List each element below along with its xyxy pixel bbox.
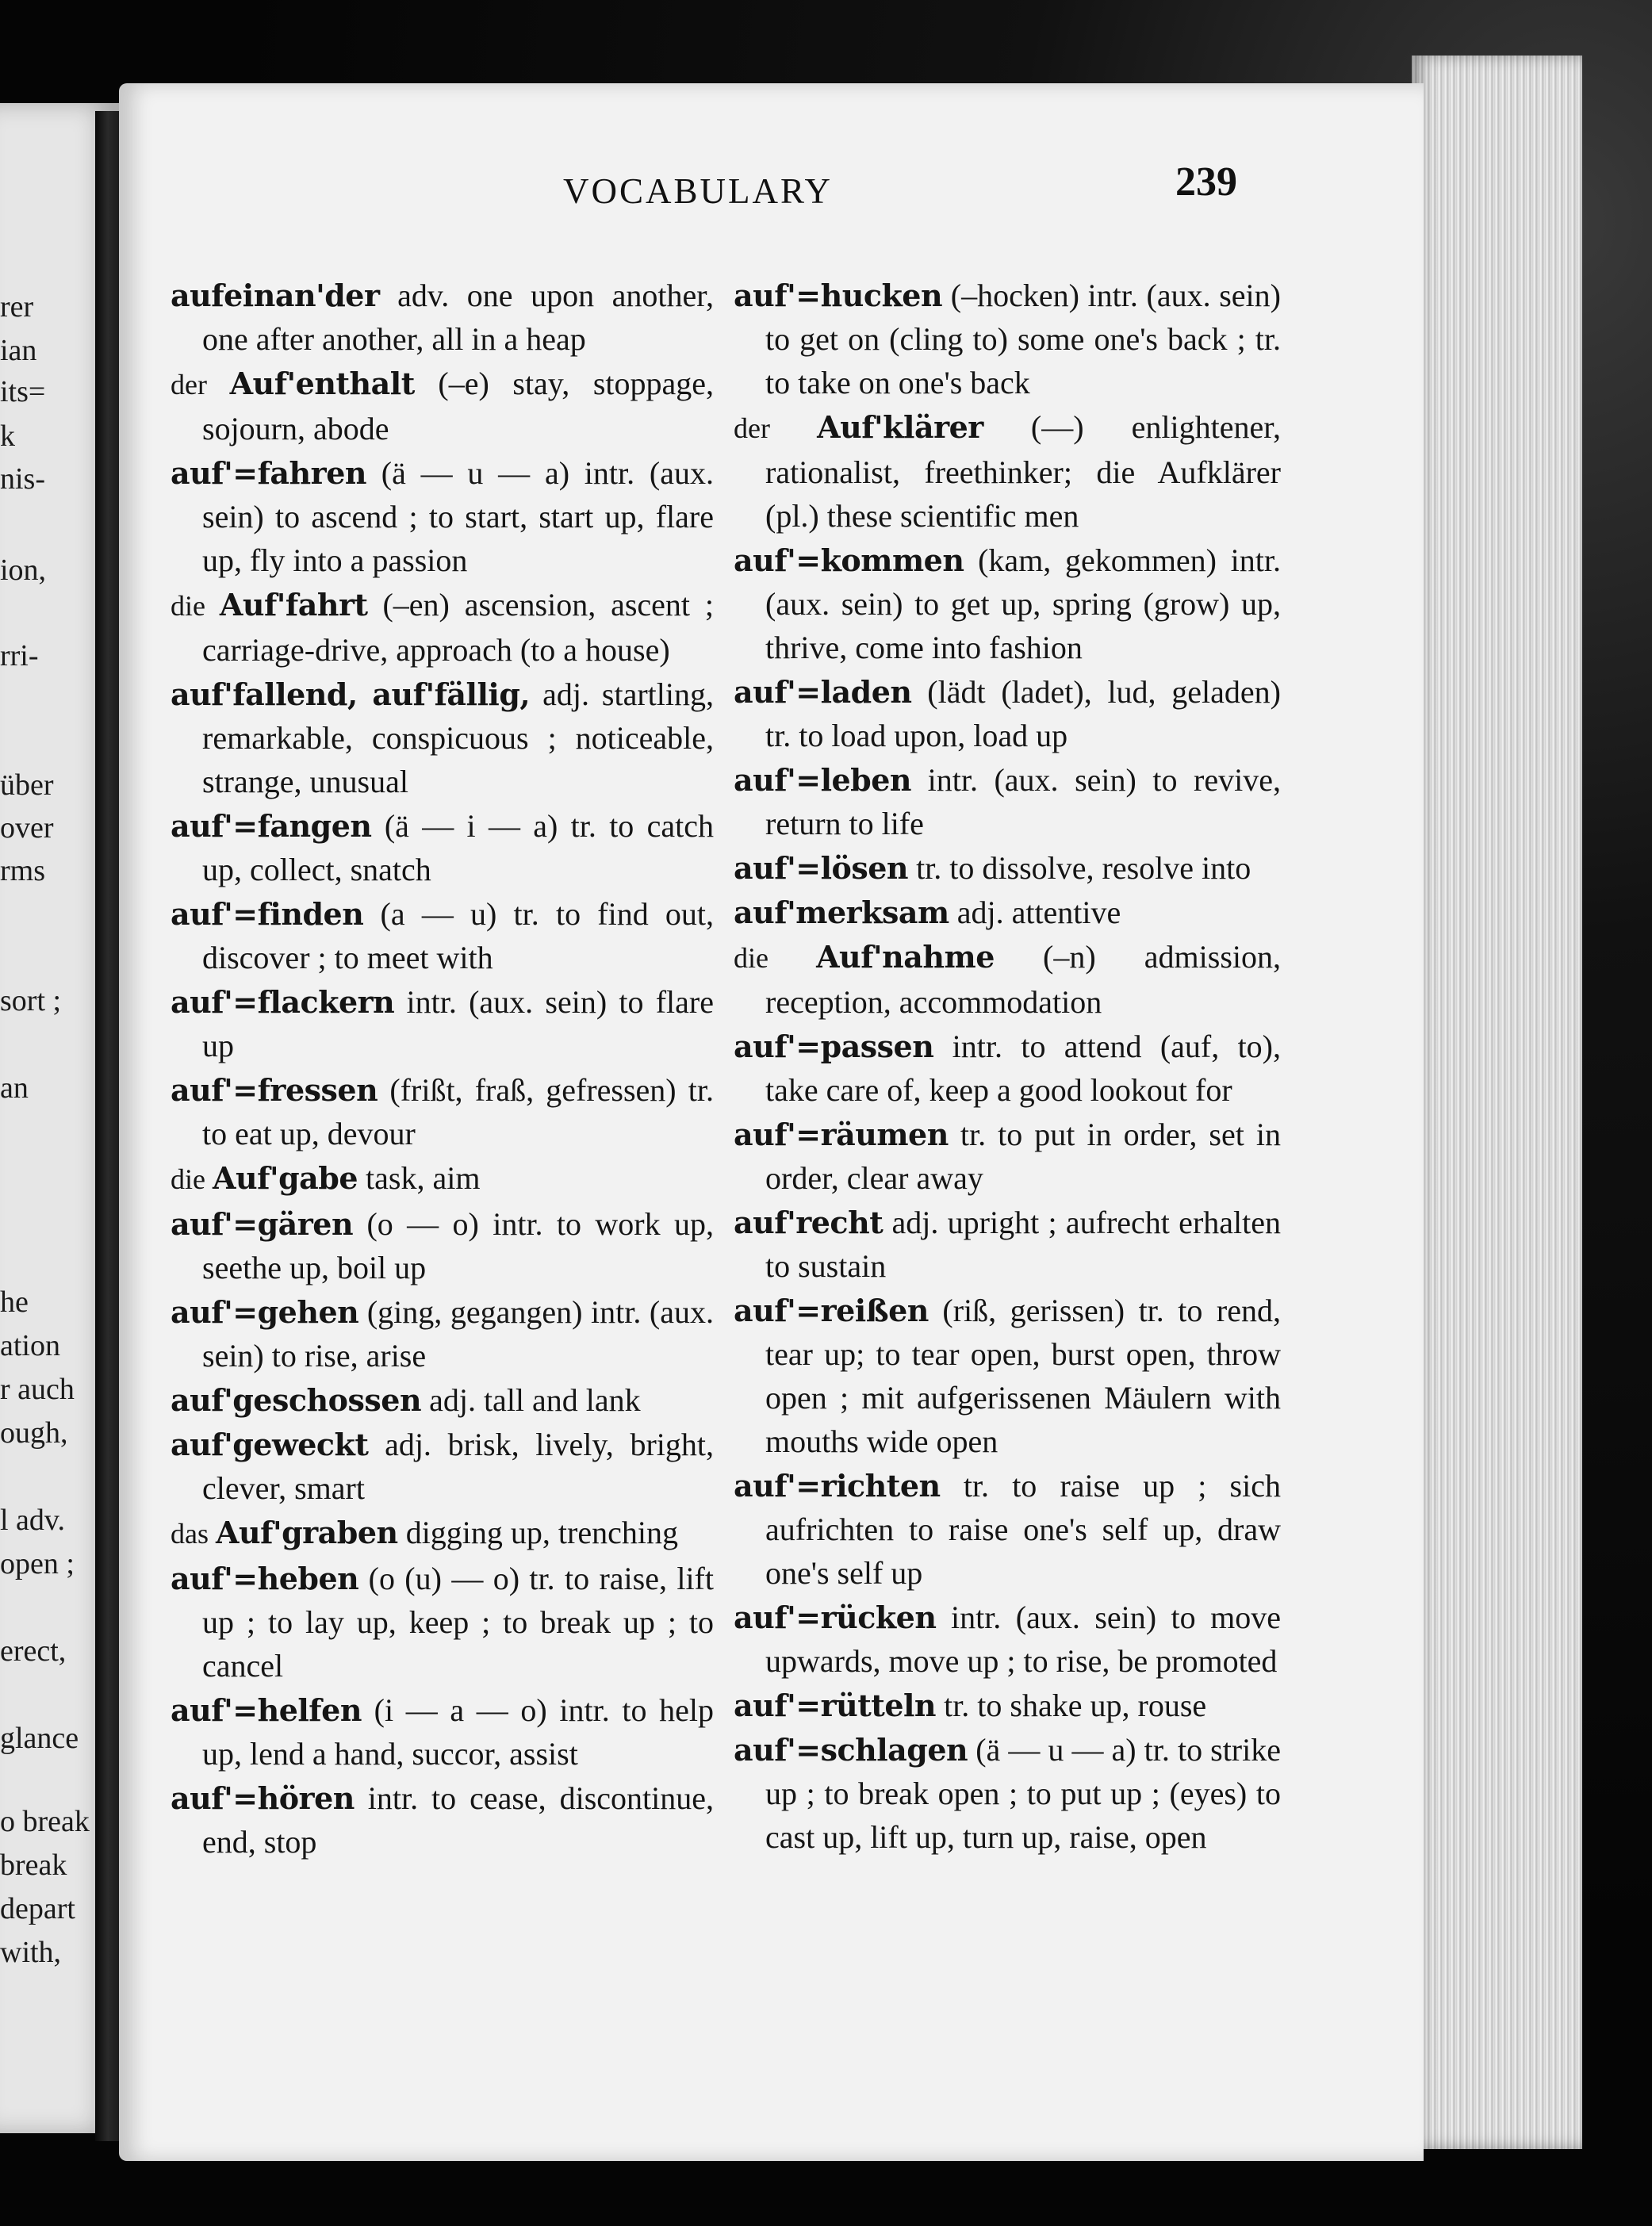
entry-definition: (riß, gerissen) tr. to rend, tear up; to tear open, burst open, throw open ; mit aufgerissenen Mäulern with mouths wide open (765, 1293, 1281, 1459)
left-page-text-fragment: ian (0, 334, 37, 367)
entry-definition: (frißt, fraß, gefressen) tr. to eat up, devour (202, 1072, 714, 1151)
entry-definition: intr. to cease, discontinue, end, stop (202, 1780, 714, 1860)
left-page-text-fragment: sort ; (0, 984, 62, 1017)
entry-headword: auf'=kommen (734, 542, 964, 578)
entry-headword: auf'geweckt (171, 1427, 369, 1462)
entry-definition: tr. to dissolve, resolve into (908, 850, 1251, 886)
vocabulary-entry (171, 1202, 714, 1289)
vocabulary-entry (734, 846, 1281, 890)
entry-definition: task, aim (358, 1160, 481, 1196)
left-page-text-fragment: ough, (0, 1416, 68, 1450)
left-column (171, 274, 714, 1864)
entry-definition: adj. attentive (949, 895, 1121, 930)
vocabulary-entry (734, 1596, 1281, 1683)
left-page-text-fragment: o break (0, 1805, 90, 1838)
left-page-text-fragment: break (0, 1849, 67, 1882)
entry-headword: auf'=richten (734, 1468, 941, 1504)
left-page-text-fragment: k (0, 420, 15, 453)
entry-definition: adv. one upon another, one after another, all in a heap (202, 278, 714, 357)
entry-definition: intr. (aux. sein) to flare up (202, 984, 714, 1063)
left-page-text-fragment: ion, (0, 554, 47, 587)
entry-definition: adj. tall and lank (421, 1382, 641, 1418)
vocabulary-entry (171, 1156, 714, 1201)
entry-headword: auf'=fangen (171, 808, 372, 844)
entry-definition: (ging, gegangen) intr. (aux. sein) to rise, arise (202, 1294, 714, 1374)
entry-headword: auf'fallend, auf'fällig, (171, 676, 531, 712)
entry-definition: (–en) ascension, ascent ; carriage-drive, approach (to a house) (202, 587, 714, 668)
entry-headword: auf'geschossen (171, 1382, 422, 1418)
left-page-text-fragment: r auch (0, 1373, 75, 1406)
entry-definition: (ä — i — a) tr. to catch up, collect, snatch (202, 808, 714, 887)
entry-definition: tr. to shake up, rouse (936, 1688, 1207, 1723)
left-page-text-fragment: ation (0, 1329, 60, 1362)
vocabulary-entry (734, 1025, 1281, 1112)
entry-headword: auf'merksam (734, 895, 949, 930)
entry-headword: Auf'klärer (817, 409, 983, 445)
page-number: 239 (1175, 159, 1237, 205)
right-column (734, 274, 1281, 1860)
vocabulary-entry (171, 583, 714, 672)
vocabulary-entry (734, 1201, 1281, 1288)
vocabulary-entry (171, 1378, 714, 1422)
left-page-text-fragment: over (0, 811, 54, 845)
entry-headword: auf'=fressen (171, 1072, 378, 1108)
running-header-title: VOCABULARY (563, 171, 834, 211)
left-page-text-fragment: depart (0, 1892, 75, 1925)
left-page-text-fragment: its= (0, 375, 46, 408)
vocabulary-entry (171, 1068, 714, 1155)
vocabulary-entry (734, 670, 1281, 757)
entry-headword: auf'=heben (171, 1561, 359, 1596)
entry-definition: digging up, trenching (397, 1515, 678, 1550)
entry-definition: (o — o) intr. to work up, seethe up, boil up (202, 1206, 714, 1285)
vocabulary-entry (171, 1290, 714, 1377)
vocabulary-entry (171, 1776, 714, 1864)
entry-headword: Auf'nahme (816, 939, 995, 975)
vocabulary-entry (734, 935, 1281, 1024)
entry-headword: auf'=finden (171, 896, 364, 932)
entry-headword: auf'=helfen (171, 1692, 362, 1728)
entry-definition: (o (u) — o) tr. to raise, lift up ; to lay up, keep ; to break up ; to cancel (202, 1561, 714, 1684)
vocabulary-entry (171, 1688, 714, 1776)
vocabulary-entry (171, 1423, 714, 1510)
entry-definition: (ä — u — a) intr. (aux. sein) to ascend ; to start, start up, flare up, fly into a passion (202, 455, 714, 578)
entry-definition: adj. brisk, lively, bright, clever, smart (202, 1427, 714, 1506)
left-page-text-fragment: with, (0, 1936, 62, 1969)
entry-headword: auf'=lösen (734, 850, 909, 886)
entry-headword: auf'=räumen (734, 1117, 949, 1152)
vocabulary-entry (171, 1557, 714, 1688)
entry-headword: Auf'fahrt (219, 587, 368, 623)
entry-headword: aufeinan'der (171, 278, 380, 313)
entry-headword: auf'=fahren (171, 455, 366, 491)
left-page-text-fragment: über (0, 768, 54, 802)
left-page-text-fragment: l adv. (0, 1504, 65, 1537)
entry-definition: adj. upright ; aufrecht erhalten to sustain (765, 1205, 1281, 1284)
vocabulary-entry (734, 274, 1281, 404)
entry-headword: auf'=rütteln (734, 1688, 937, 1723)
vocabulary-entry (171, 451, 714, 582)
vocabulary-entry (171, 1511, 714, 1556)
left-page-text-fragment: rri- (0, 639, 39, 672)
vocabulary-entry (171, 274, 714, 361)
entry-headword: Auf'enthalt (229, 366, 415, 401)
vocabulary-entry (734, 1464, 1281, 1595)
entry-headword: auf'=hören (171, 1780, 355, 1816)
entry-article: der (171, 369, 230, 400)
entry-definition: (kam, gekommen) intr. (aux. sein) to get up, spring (grow) up, thrive, come into fashion (765, 542, 1281, 665)
entry-definition: (–e) stay, stoppage, sojourn, abode (202, 366, 714, 446)
entry-definition: (—) enlightener, rationalist, freethinker; die Aufklärer (pl.) these scientific men (765, 409, 1281, 534)
entry-definition: (ä — u — a) tr. to strike up ; to break open ; to put up ; (eyes) to cast up, lift up, turn up, raise, open (765, 1732, 1281, 1855)
entry-article: die (734, 942, 817, 974)
vocabulary-entry (734, 1113, 1281, 1200)
entry-article: der (734, 412, 818, 444)
vocabulary-entry (734, 1289, 1281, 1463)
entry-headword: Auf'graben (216, 1515, 398, 1550)
entry-definition: intr. (aux. sein) to move upwards, move up ; to rise, be promoted (765, 1600, 1281, 1679)
entry-headword: auf'=gehen (171, 1294, 359, 1330)
left-page-text-fragment: an (0, 1071, 29, 1105)
vocabulary-entry (171, 362, 714, 450)
vocabulary-entry (734, 891, 1281, 934)
entry-headword: auf'=flackern (171, 984, 395, 1020)
vocabulary-entry (734, 1728, 1281, 1859)
vocabulary-entry (171, 980, 714, 1067)
vocabulary-entry (734, 1684, 1281, 1727)
entry-article: das (171, 1518, 216, 1550)
entry-headword: auf'=rücken (734, 1600, 937, 1635)
left-page-text-fragment: he (0, 1285, 29, 1319)
entry-definition: intr. (aux. sein) to revive, return to life (765, 762, 1281, 841)
vocabulary-entry (171, 892, 714, 979)
entry-definition: tr. to put in order, set in order, clear away (765, 1117, 1281, 1196)
vocabulary-entry (171, 804, 714, 891)
page-edges (1412, 56, 1582, 2149)
left-page-text-fragment: erect, (0, 1634, 67, 1668)
entry-headword: auf'=gären (171, 1206, 354, 1242)
entry-definition: (–n) admission, reception, accommodation (765, 939, 1281, 1020)
left-page-text-fragment: nis- (0, 462, 45, 496)
entry-definition: (a — u) tr. to find out, discover ; to meet with (202, 896, 714, 975)
vocabulary-entry (171, 672, 714, 803)
entry-headword: auf'=passen (734, 1029, 934, 1064)
entry-headword: auf'=schlagen (734, 1732, 968, 1768)
vocabulary-entry (734, 758, 1281, 845)
entry-definition: (lädt (ladet), lud, geladen) tr. to load upon, load up (765, 674, 1281, 753)
entry-definition: (–hocken) intr. (aux. sein) to get on (cling to) some one's back ; tr. to take on one's back (765, 278, 1281, 400)
vocabulary-entry (734, 405, 1281, 538)
entry-headword: auf'=reißen (734, 1293, 929, 1328)
left-page-text-fragment: rer (0, 290, 34, 324)
entry-headword: Auf'gabe (212, 1160, 358, 1196)
entry-definition: adj. startling, remarkable, conspicuous ; noticeable, strange, unusual (202, 676, 714, 799)
entry-article: die (171, 590, 220, 622)
entry-article: die (171, 1163, 213, 1195)
entry-headword: auf'=hucken (734, 278, 943, 313)
entry-definition: (i — a — o) intr. to help up, lend a hand, succor, assist (202, 1692, 714, 1772)
entry-headword: auf'=laden (734, 674, 912, 710)
entry-definition: intr. to attend (auf, to), take care of, keep a good lookout for (765, 1029, 1281, 1108)
entry-headword: auf'recht (734, 1205, 883, 1240)
left-page-text-fragment: glance (0, 1722, 79, 1755)
vocabulary-entry (734, 538, 1281, 669)
entry-headword: auf'=leben (734, 762, 912, 798)
left-page-text-fragment: rms (0, 854, 45, 887)
left-page-text-fragment: open ; (0, 1547, 75, 1580)
entry-definition: tr. to raise up ; sich aufrichten to raise one's self up, draw one's self up (765, 1468, 1281, 1591)
